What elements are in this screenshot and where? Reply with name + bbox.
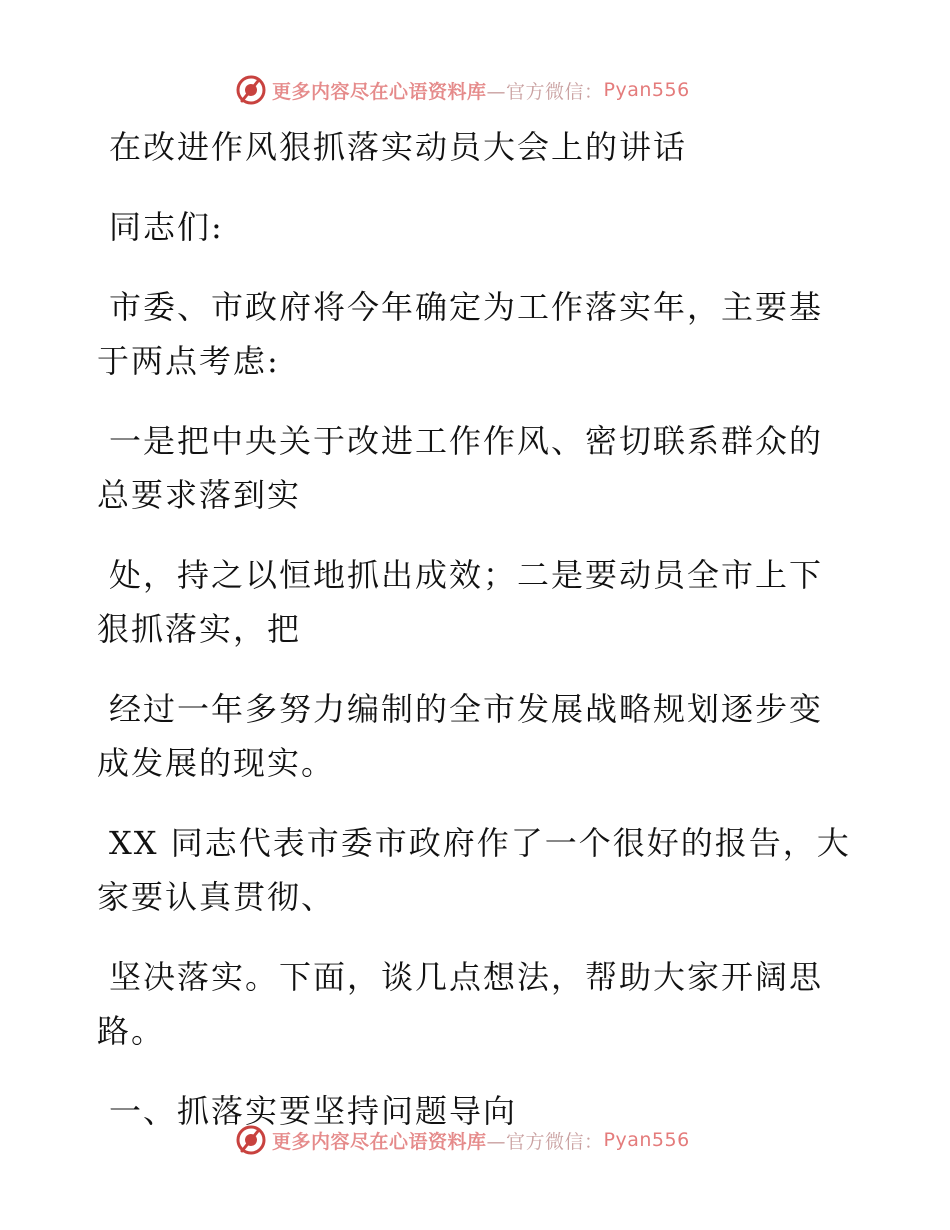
quill-logo-icon [236,1125,266,1155]
watermark-title: 更多内容尽在心语资料库 [272,1130,487,1153]
watermark-wechat-id: Pyan556 [603,1129,690,1151]
paragraph-line: 一是把中央关于改进工作作风、密切联系群众的 [109,422,824,460]
paragraph-line: 市委、市政府将今年确定为工作落实年，主要基 [109,288,824,326]
watermark-wechat-id: Pyan556 [603,79,690,101]
paragraph [97,682,857,790]
paragraph-line: 狠抓落实，把 [97,610,302,648]
paragraph-line: 成发展的现实。 [97,744,336,782]
paragraph [97,548,857,656]
watermark-footer [236,1123,690,1157]
paragraph-line: 路。 [97,1012,166,1050]
watermark-separator: —官方微信： [486,1130,604,1153]
paragraph [97,950,857,1058]
document-body [97,120,857,1138]
paragraph-line: 于两点考虑: [97,342,280,380]
paragraph-line: 处，持之以恒地抓出成效；二是要动员全市上下 [109,556,824,594]
greeting: 同志们: [109,208,224,246]
paragraph [97,816,857,924]
document-title: 在改进作风狠抓落实动员大会上的讲话 [109,128,688,166]
section-heading: 一、抓落实要坚持问题导向 [109,1092,518,1130]
watermark-separator: —官方微信： [486,80,604,103]
paragraph-line: 总要求落到实 [97,476,302,514]
paragraph [97,414,857,522]
watermark-title: 更多内容尽在心语资料库 [272,80,487,103]
paragraph-line: 家要认真贯彻、 [97,878,336,916]
quill-logo-icon [236,75,266,105]
paragraph [97,280,857,388]
watermark-header [236,73,690,107]
paragraph-line: XX 同志代表市委市政府作了一个很好的报告，大 [109,824,851,862]
paragraph-line: 坚决落实。下面，谈几点想法，帮助大家开阔思 [109,958,824,996]
paragraph-line: 经过一年多努力编制的全市发展战略规划逐步变 [109,690,824,728]
